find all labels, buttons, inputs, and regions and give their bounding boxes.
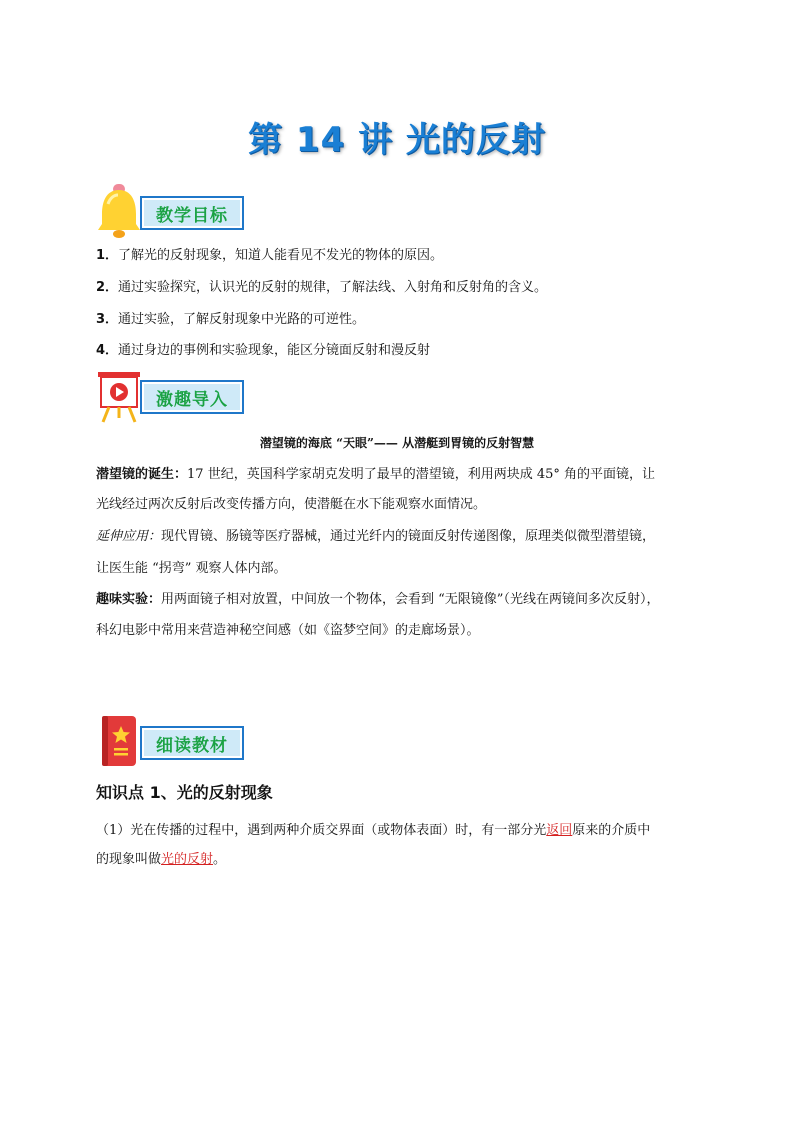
knowledge-line-2: 的现象叫做光的反射。 [96,852,227,867]
section-header-reading [96,714,266,770]
objective-item: 1．了解光的反射现象，知道人能看见不发光的物体的原因。 [96,248,444,263]
section-label-box [140,726,244,760]
section-header-intro [96,368,266,424]
section-header-objectives [96,184,266,240]
intro-paragraph-2-line-1: 延伸应用：现代胃镜、肠镜等医疗器械，通过光纤内的镜面反射传递图像，原理类似微型潜望镜， [96,529,656,544]
intro-paragraph-3-line-1: 趣味实验：用两面镜子相对放置，中间放一个物体，会看到 “无限镜像”（光线在两镜间多次反射）， [96,592,660,607]
page-title: 第 14 讲 光的反射 [248,120,546,160]
highlight-term: 返回 [546,823,573,838]
intro-paragraph-1-line-2: 光线经过两次反射后改变传播方向，使潜艇在水下能观察水面情况。 [96,497,487,512]
bell-icon [96,184,142,240]
intro-paragraph-1-line-1: 潜望镜的诞生：17 世纪，英国科学家胡克发明了最早的潜望镜，利用两块成 45° 角的平面镜，让 [96,467,655,482]
star-book-icon [96,714,142,770]
section-label: 激趣导入 [144,384,240,410]
presentation-board-icon [96,368,142,424]
objective-item: 2．通过实验探究，认识光的反射的规律，了解法线、入射角和反射角的含义。 [96,280,548,295]
section-label: 教学目标 [144,200,240,226]
objective-item: 4．通过身边的事例和实验现象，能区分镜面反射和漫反射 [96,343,431,358]
section-label-box [140,380,244,414]
intro-heading: 潜望镜的海底 “天眼”—— 从潜艇到胃镜的反射智慧 [259,436,535,450]
intro-paragraph-3-line-2: 科幻电影中常用来营造神秘空间感（如《盗梦空间》的走廊场景）。 [96,623,480,638]
section-label-box [140,196,244,230]
objective-item: 3．通过实验，了解反射现象中光路的可逆性。 [96,312,366,327]
intro-paragraph-2-line-2: 让医生能 “拐弯” 观察人体内部。 [96,561,287,576]
knowledge-point-title: 知识点 1、光的反射现象 [96,783,273,802]
knowledge-line-1: （1）光在传播的过程中，遇到两种介质交界面（或物体表面）时，有一部分光返回原来的介质中 [96,823,651,838]
highlight-term: 光的反射 [161,852,214,867]
section-label: 细读教材 [144,730,240,756]
